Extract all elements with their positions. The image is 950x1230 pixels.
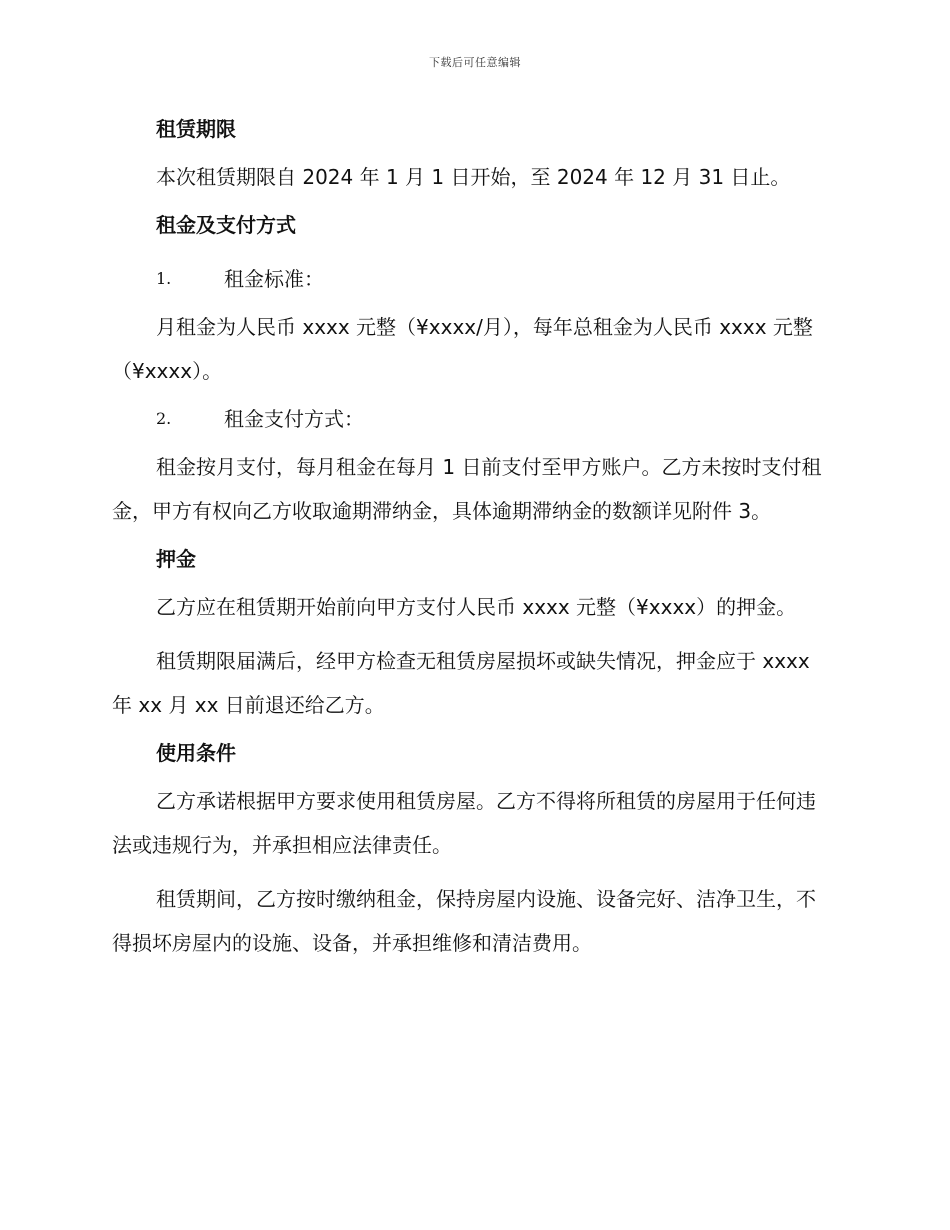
paragraph-rent-payment: 租金按月支付，每月租金在每月 1 日前支付至甲方账户。乙方未按时支付租金，甲方有权向乙方收取逾期滞纳金，具体逾期滞纳金的数额详见附件 3。 (112, 455, 822, 523)
section-heading-usage: 使用条件 (156, 741, 236, 765)
header-note: 下载后可任意编辑 (429, 56, 521, 69)
paragraph-usage-1: 乙方承诺根据甲方要求使用租赁房屋。乙方不得将所租赁的房屋用于任何违法或违规行为，并承担相应法律责任。 (112, 789, 816, 857)
list-number: 1. (156, 269, 172, 288)
paragraph-usage-2: 租赁期间，乙方按时缴纳租金，保持房屋内设施、设备完好、洁净卫生，不得损坏房屋内的设施、设备，并承担维修和清洁费用。 (112, 887, 816, 955)
list-item-label: 租金标准： (224, 267, 324, 291)
list-item-label: 租金支付方式： (224, 407, 364, 431)
list-number: 2. (156, 409, 172, 428)
document-body (112, 113, 832, 965)
section-heading-term: 租赁期限 (156, 117, 236, 141)
paragraph-deposit-2: 租赁期限届满后，经甲方检查无租赁房屋损坏或缺失情况，押金应于 xxxx 年 xx 月 xx 日前退还给乙方。 (112, 649, 810, 717)
section-heading-deposit: 押金 (156, 547, 196, 571)
section-heading-rent: 租金及支付方式 (156, 213, 296, 237)
paragraph-rent-standard: 月租金为人民币 xxxx 元整（¥xxxx/月），每年总租金为人民币 xxxx 元整（¥xxxx）。 (112, 315, 813, 383)
list-item-rent-standard (156, 263, 832, 295)
list-item-rent-payment (156, 403, 832, 435)
paragraph-deposit-1: 乙方应在租赁期开始前向甲方支付人民币 xxxx 元整（¥xxxx）的押金。 (156, 595, 797, 619)
paragraph-term: 本次租赁期限自 2024 年 1 月 1 日开始，至 2024 年 12 月 31 日止。 (156, 165, 791, 189)
